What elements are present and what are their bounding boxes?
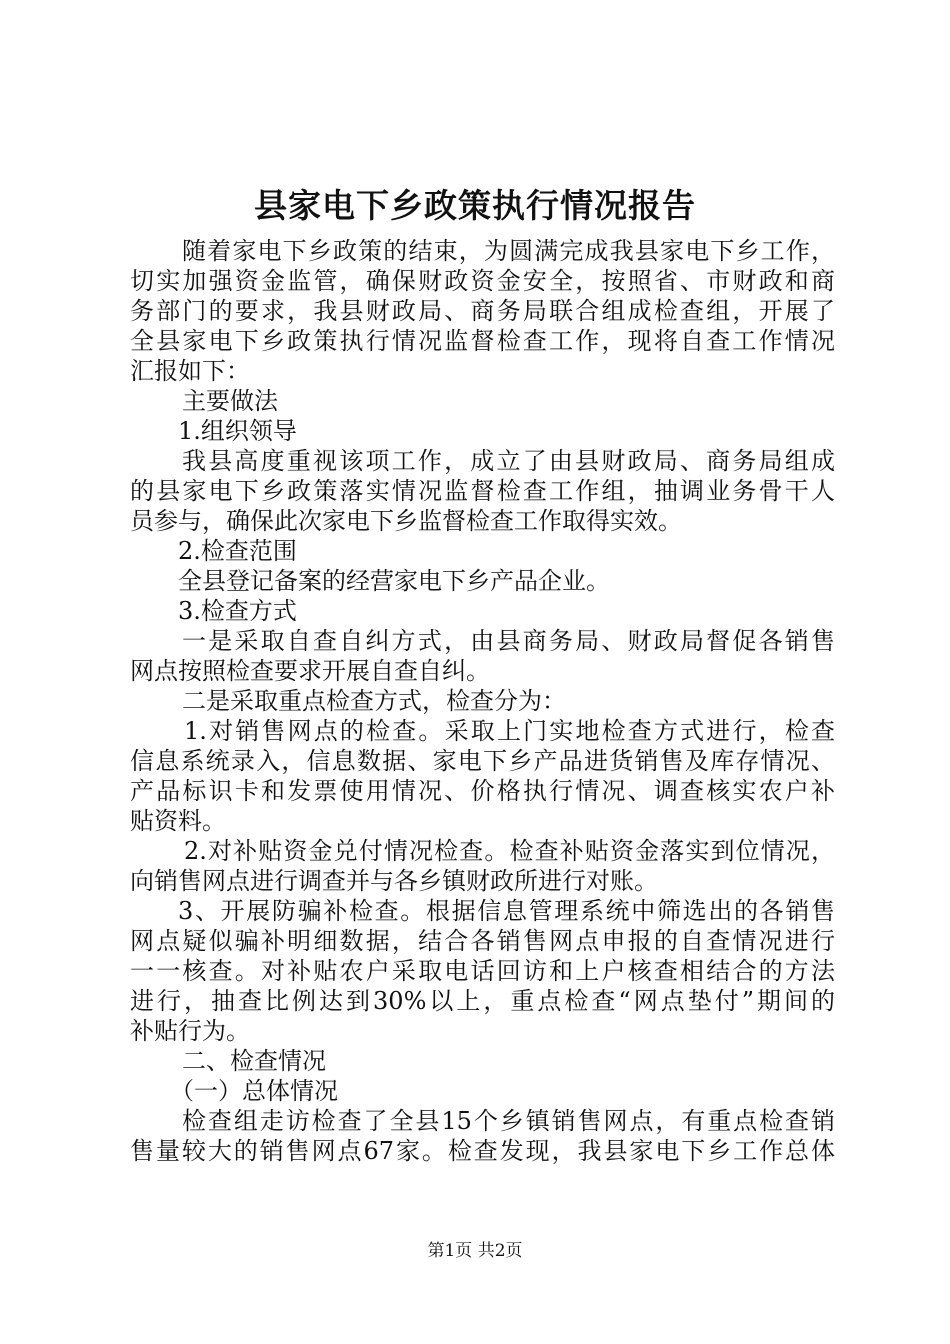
subsection-heading: 1.组织领导 — [178, 417, 297, 445]
body-line: 随着家电下乡政策的结束，为圆满完成我县家电下乡工作， — [182, 237, 835, 265]
body-line: 员参与，确保此次家电下乡监督检查工作取得实效。 — [130, 507, 682, 535]
body-line: 信息系统录入，信息数据、家电下乡产品进货销售及库存情况、 — [130, 747, 835, 775]
subsection-heading: 3.检查方式 — [178, 597, 297, 625]
body-line: 2.对补贴资金兑付情况检查。检查补贴资金落实到位情况， — [184, 837, 835, 865]
section-heading: 二、检查情况 — [182, 1047, 326, 1075]
body-line: 全县登记备案的经营家电下乡产品企业。 — [178, 567, 610, 595]
body-line: 1.对销售网点的检查。采取上门实地检查方式进行，检查 — [184, 717, 835, 745]
body-line: 一一核查。对补贴农户采取电话回访和上户核查相结合的方法 — [130, 957, 835, 985]
body-line: 补贴行为。 — [130, 1017, 250, 1045]
body-line: 进行，抽查比例达到30%以上，重点检查“网点垫付”期间的 — [130, 987, 835, 1015]
document-body — [130, 236, 835, 1166]
body-line: 产品标识卡和发票使用情况、价格执行情况、调查核实农户补 — [130, 777, 835, 805]
subsection-heading: （一）总体情况 — [170, 1077, 338, 1105]
body-line: 向销售网点进行调查并与各乡镇财政所进行对账。 — [130, 867, 658, 895]
body-line: 一是采取自查自纠方式，由县商务局、财政局督促各销售 — [182, 627, 835, 655]
body-line: 3、开展防骗补检查。根据信息管理系统中筛选出的各销售 — [178, 897, 835, 925]
body-line: 切实加强资金监管，确保财政资金安全，按照省、市财政和商 — [130, 267, 835, 295]
body-line: 二是采取重点检查方式，检查分为： — [182, 687, 566, 715]
body-line: 的县家电下乡政策落实情况监督检查工作组，抽调业务骨干人 — [130, 477, 835, 505]
body-line: 网点按照检查要求开展自查自纠。 — [130, 657, 490, 685]
body-line: 售量较大的销售网点67家。检查发现，我县家电下乡工作总体 — [130, 1137, 835, 1165]
section-heading: 主要做法 — [182, 387, 278, 415]
body-line: 我县高度重视该项工作，成立了由县财政局、商务局组成 — [182, 447, 835, 475]
body-line: 贴资料。 — [130, 807, 226, 835]
body-line: 检查组走访检查了全县15个乡镇销售网点，有重点检查销 — [182, 1107, 835, 1135]
page-footer: 第1页 共2页 — [427, 1241, 523, 1261]
body-line: 网点疑似骗补明细数据，结合各销售网点申报的自查情况进行 — [130, 927, 835, 955]
body-line: 务部门的要求，我县财政局、商务局联合组成检查组，开展了 — [130, 297, 835, 325]
subsection-heading: 2.检查范围 — [178, 537, 297, 565]
body-line: 全县家电下乡政策执行情况监督检查工作，现将自查工作情况 — [130, 327, 835, 355]
body-line: 汇报如下： — [130, 357, 250, 385]
document-title: 县家电下乡政策执行情况报告 — [254, 186, 696, 225]
